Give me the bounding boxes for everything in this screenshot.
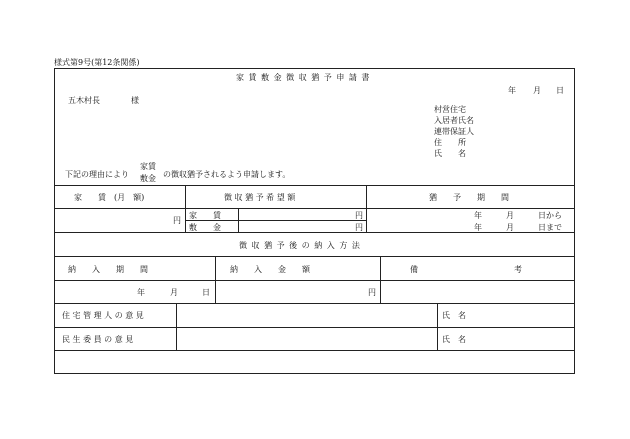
requested-rent-unit: 円 — [355, 211, 363, 220]
date-day-label: 日 — [556, 86, 564, 95]
header-payment-amount: 納 入 金 額 — [230, 265, 310, 274]
payment-year-label: 年 — [137, 288, 145, 297]
header-requested-amount: 徴 収 猶 予 希 望 額 — [224, 193, 296, 202]
guarantor-name-field[interactable] — [478, 147, 570, 157]
label-village-housing: 村営住宅 — [434, 105, 466, 114]
payment-amount-unit: 円 — [368, 288, 376, 297]
payment-amount-field[interactable] — [218, 283, 366, 300]
welfare-commissioner-name-label: 氏 名 — [442, 335, 466, 344]
welfare-commissioner-name-field[interactable] — [470, 330, 570, 348]
rent-monthly-unit: 円 — [173, 216, 181, 225]
column-line — [215, 256, 216, 303]
date-month-field[interactable] — [517, 83, 531, 94]
column-line — [185, 185, 186, 232]
label-housing-manager-opinion: 住 宅 管 理 人 の 意 見 — [62, 311, 144, 320]
reason-suffix: の徴収猶予されるよう申請します。 — [163, 170, 291, 179]
requested-deposit-unit: 円 — [355, 223, 363, 232]
label-guarantor: 連帯保証人 — [434, 127, 474, 136]
form-number: 様式第9号(第12条関係) — [54, 58, 140, 67]
row-line — [54, 232, 575, 233]
payment-section-title: 徴 収 猶 予 後 の 納 入 方 法 — [239, 241, 361, 250]
date-day-field[interactable] — [540, 83, 554, 94]
row-line — [54, 280, 575, 281]
header-rent-monthly: 家 賃 (月 額) — [74, 193, 145, 202]
row-line — [54, 303, 575, 304]
period-from-month-label: 月 — [506, 211, 514, 220]
housing-manager-opinion-field[interactable] — [179, 306, 434, 324]
housing-manager-name-label: 氏 名 — [442, 311, 466, 320]
requested-rent-field[interactable] — [241, 209, 353, 219]
addressee: 五木村長 — [68, 96, 100, 105]
remarks-field[interactable] — [383, 283, 571, 300]
row-line — [54, 327, 575, 328]
row-line — [54, 256, 575, 257]
page-title: 家 賃 敷 金 徴 収 猶 予 申 請 書 — [236, 73, 371, 82]
period-from-year-label: 年 — [474, 211, 482, 220]
period-from-year-field[interactable] — [430, 209, 470, 219]
guarantor-address-field[interactable] — [478, 136, 570, 146]
column-line — [437, 303, 438, 350]
period-to-year-label: 年 — [474, 223, 482, 232]
date-year-field[interactable] — [470, 83, 506, 94]
reason-option-rent[interactable]: 家賃 — [140, 162, 156, 171]
payment-month-label: 月 — [170, 288, 178, 297]
row-line — [54, 185, 575, 186]
period-to-suffix: 日まで — [538, 223, 562, 232]
housing-manager-name-field[interactable] — [470, 306, 570, 324]
reason-option-deposit[interactable]: 敷金 — [140, 174, 156, 183]
period-to-month-label: 月 — [506, 223, 514, 232]
date-month-label: 月 — [533, 86, 541, 95]
date-year-label: 年 — [508, 86, 516, 95]
column-line — [238, 208, 239, 232]
honorific: 様 — [131, 96, 139, 105]
column-line — [176, 303, 177, 350]
period-to-year-field[interactable] — [430, 221, 470, 231]
column-line — [380, 256, 381, 303]
requested-rent-label: 家 賃 — [189, 211, 221, 220]
reason-prefix: 下記の理由により — [65, 170, 129, 179]
row-line — [54, 350, 575, 351]
label-address: 住 所 — [434, 138, 466, 147]
rent-monthly-field[interactable] — [56, 210, 172, 230]
requested-deposit-field[interactable] — [241, 221, 353, 231]
header-payment-period: 納 入 期 間 — [68, 265, 148, 274]
column-line — [366, 185, 367, 232]
tenant-name-field[interactable] — [478, 114, 570, 124]
welfare-commissioner-opinion-field[interactable] — [179, 330, 434, 348]
payment-day-label: 日 — [202, 288, 210, 297]
header-deferral-period: 猶 予 期 間 — [429, 193, 509, 202]
village-housing-field[interactable] — [478, 103, 570, 113]
label-name: 氏 名 — [434, 149, 466, 158]
header-remarks: 備 考 — [410, 265, 522, 274]
requested-deposit-label: 敷 金 — [189, 223, 221, 232]
label-welfare-commissioner-opinion: 民 生 委 員 の 意 見 — [62, 335, 134, 344]
label-tenant-name: 入居者氏名 — [434, 116, 474, 125]
period-from-suffix: 日から — [538, 211, 562, 220]
